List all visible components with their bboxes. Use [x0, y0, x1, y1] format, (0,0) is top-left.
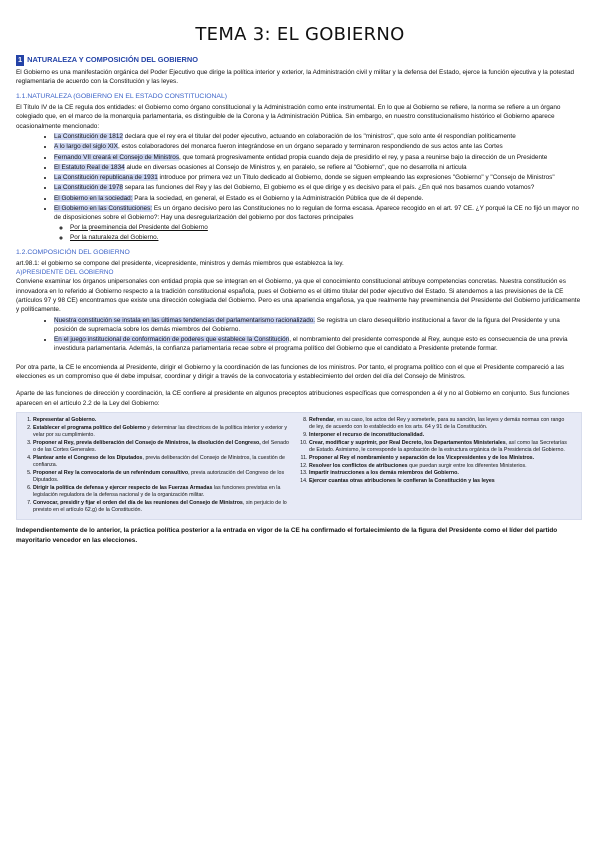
list-item: [54, 153, 582, 162]
highlight-text: El Gobierno en las Constituciones:: [54, 204, 153, 212]
document-body: [16, 55, 582, 545]
section-1-heading-text: NATURALEZA Y COMPOSICIÓN DEL GOBIERNO: [27, 55, 198, 64]
function-item: [309, 440, 567, 455]
item-text: Es un órgano decisivo pero las Constituciones no lo regulan de forma escasa. Aparece recogido en el art. 97 CE. ¿Y porqué la CE no fijó un mayor no de disposiciones sobre el Gobierno?: Hay una desregularización del gobierno por dos factores principales: [54, 204, 579, 222]
highlight-text: El Gobierno en la sociedad:: [54, 194, 133, 202]
article-98-text: art.98.1: el gobierno se compone del presidente, vicepresidente, ministros y demás miembros que establezca la ley.: [16, 259, 344, 267]
item-text: Se registra un claro desequilibrio institucional a favor de la figura del Presidente y una posición de supremacía sobre los demás miembros del Gobierno.: [54, 316, 560, 333]
function-item: [33, 485, 291, 500]
function-item: [33, 440, 291, 455]
function-bold: Crear, modificar y suprimir, por Real Decreto, los Departamentos Ministeriales: [309, 439, 506, 446]
list-item: [54, 132, 582, 141]
function-bold: Impartir instrucciones a los demás miembros del Gobierno.: [309, 470, 459, 477]
highlight-text: La Constitución republicana de 1931: [54, 174, 158, 182]
functions-list-left: [23, 417, 291, 515]
section-1-heading: [16, 55, 582, 66]
highlight-text: En el juego institucional de conformación de poderes que establece la Constitución: [54, 336, 290, 344]
function-item: [33, 417, 291, 424]
function-bold: Establecer el programa político del Gobierno: [33, 424, 147, 431]
highlight-text: A lo largo del siglo XIX: [54, 143, 118, 151]
function-text: las funciones previstas en la legislación reguladora de la defensa nacional y de la organización militar.: [33, 485, 281, 499]
list-item: [54, 163, 582, 172]
function-item: [33, 425, 291, 440]
list-item: [54, 204, 582, 242]
factors-sublist: [54, 223, 582, 243]
item-text: , estos colaboradores del monarca fueron integrándose en un órgano separado y terminaron respondiendo de sus actos ante las Cortes: [117, 143, 503, 151]
item-text: , el nombramiento del presidente corresponde al Rey, aunque esto es consecuencia de una previa investidura parlamentaria. Además, la confianza parlamentaria recae sobre el programa político del Gobierno que el candidato a Presidente pretende formar.: [54, 336, 568, 353]
function-item: [309, 470, 567, 477]
function-text: , en su caso, los actos del Rey y someterle, para su sanción, las leyes y demás normas con rango de ley, de acuerdo con lo establecido en los arts. 64 y 91 de la Constitución.: [309, 416, 565, 431]
history-list: [16, 132, 582, 242]
section-number-badge: 1: [18, 55, 23, 64]
function-item: [33, 470, 291, 485]
item-text: Para la sociedad, en general, el Estado es el Gobierno y la Administración Pública que de él depende.: [132, 194, 424, 202]
function-text: , así como las Secretarías de Estado. Asimismo, le corresponde la aprobación de la estructura orgánica de la Presidencia del Gobierno.: [309, 439, 567, 454]
list-item: [54, 316, 582, 335]
section-1-intro: El Gobierno es una manifestación orgánica del Poder Ejecutivo que dirige la política interior y exterior, la Administración civil y militar y la defensa del Estado, ejerce la función ejecutiva y la potestad reglamentaria de acuerdo con la Constitución y las leyes.: [16, 68, 575, 86]
section-1-2-heading: 1.2.COMPOSICIÓN DEL GOBIERNO: [16, 249, 130, 257]
function-bold: Refrendar: [309, 416, 335, 423]
closing-paragraph: Independientemente de lo anterior, la práctica política posterior a la entrada en vigor de la CE ha confirmado el fortalecimiento de la figura del Presidente como el líder del partido mayoritario vencedor en las elecciones.: [16, 527, 558, 544]
item-text: , que tomará progresivamente entidad propia cuando deja de presidirlo el rey, y pasa a reunirse bajo la dirección de un Presidente: [179, 153, 548, 161]
highlight-text: Nuestra constitución se instala en las últimas tendencias del parlamentarismo racionalizado.: [54, 316, 316, 324]
function-text: , previa autorización del Congreso de los Diputados.: [33, 469, 285, 484]
functions-intro: Aparte de las funciones de dirección y coordinación, la CE confiere al presidente en algunos preceptos atribuciones específicas que corresponden a él y no al Gobierno en conjunto. Sus funciones aparecen en el artículo 2.2 de la Ley del Gobierno:: [16, 390, 570, 407]
highlight-text: El Estatuto Real de 1834: [54, 163, 125, 171]
item-text: separa las funciones del Rey y las del Gobierno, El gobierno es el que dirige y es decisivo para el país. ¿En qué nos basamos cuando votamos?: [122, 184, 535, 192]
functions-box: [16, 412, 582, 520]
section-1-1-heading: 1.1.NATURALEZA (GOBIERNO EN EL ESTADO CONSTITUCIONAL): [16, 93, 227, 101]
highlight-text: La Constitución de 1978: [54, 184, 123, 192]
function-bold: Plantear ante el Congreso de los Diputados: [33, 454, 143, 461]
sublist-item: ◦ Por la preeminencia del Presidente del Gobierno: [70, 223, 582, 232]
functions-list-right: [299, 417, 567, 486]
function-item: [309, 455, 567, 462]
function-text: , sin perjuicio de lo previsto en el artículo 62.g) de la Constitución.: [33, 500, 287, 514]
item-text: declara que el rey era el titular del poder ejecutivo, actuando en colaboración de los "ministros", que solo ante él respondían políticamente: [122, 132, 516, 140]
function-item: [309, 432, 567, 439]
function-bold: Convocar, presidir y fijar el orden del día de las reuniones del Consejo de Ministros: [33, 500, 243, 507]
section-1-1-paragraph: El Título IV de la CE regula dos entidades: el Gobierno como órgano constitucional y la Administración como ente instrumental. En lo que al Gobierno se refiere, la norma se refiere a un órgano colegiado que, en el marco de la monarquía parlamentaria, es distinguible de la Corona y la Administración Pública. Sin embargo, en nuestro constitucionalismo histórico el Gobierno aparece ocasionalmente mencionado:: [16, 104, 561, 130]
president-subheading: A)PRESIDENTE DEL GOBIERNO: [16, 269, 114, 277]
function-bold: Dirigir la política de defensa y ejercer respecto de las Fuerzas Armadas: [33, 485, 213, 492]
item-text: alude en diversas ocasiones al Consejo de Ministros y, en paralelo, se refiere al "Gobierno", que no desarrolla ni articula: [124, 163, 467, 171]
item-text: introduce por primera vez un Título dedicado al Gobierno, donde se siguen empleando las expresiones "Gobierno" y "Consejo de Ministros": [157, 174, 555, 182]
list-item: [54, 194, 582, 203]
function-item: [309, 417, 567, 432]
function-item: [33, 455, 291, 470]
function-text: y determinar las directrices de la política interior y exterior y velar por su cumplimiento.: [33, 424, 288, 438]
coordination-paragraph: Por otra parte, la CE le encomienda al Presidente, dirigir el Gobierno y la coordinación de las funciones de los ministros. Por tanto, el programa político con el que el Presidente compareció a las elecciones es un compromiso que él debe impulsar, coordinar y dirigir a través de la convocatoria y establecimiento del orden del día del Consejo de Ministros.: [16, 363, 565, 381]
president-list: [16, 316, 582, 354]
function-bold: Interponer el recurso de inconstitucionalidad.: [309, 431, 425, 438]
function-bold: Representar al Gobierno.: [33, 416, 97, 423]
function-text: , previa deliberación del Consejo de Ministros, la cuestión de confianza.: [33, 454, 286, 469]
list-item: [54, 335, 582, 354]
function-bold: Proponer al Rey, previa deliberación del Consejo de Ministros, la disolución del Congreso,: [33, 439, 261, 446]
function-item: [309, 463, 567, 470]
function-bold: Ejercer cuantas otras atribuciones le confieran la Constitución y las leyes: [309, 478, 495, 485]
function-text: que puedan surgir entre los diferentes Ministerios.: [407, 462, 527, 469]
highlight-text: La Constitución de 1812: [54, 132, 123, 140]
functions-right-column: [299, 417, 575, 515]
page-title: TEMA 3: EL GOBIERNO: [195, 24, 405, 45]
function-item: [33, 500, 291, 515]
function-bold: Proponer al Rey el nombramiento y separación de los Vicepresidentes y de los Ministros.: [309, 454, 535, 461]
highlight-text: Fernando VII creará el Consejo de Ministros: [54, 153, 180, 161]
function-bold: Resolver los conflictos de atribuciones: [309, 462, 408, 469]
list-item: [54, 173, 582, 182]
list-item: [54, 142, 582, 151]
sublist-item: ◦ Por la naturaleza del Gobierno.: [70, 233, 582, 242]
function-text: del Senado o de las Cortes Generales.: [33, 439, 289, 454]
function-bold: Proponer al Rey la convocatoria de un referéndum consultivo: [33, 469, 189, 476]
function-item: [309, 478, 567, 485]
functions-left-column: [23, 417, 299, 515]
list-item: [54, 183, 582, 192]
president-paragraph: Conviene examinar los órganos unipersonales con entidad propia que se integran en el Gobierno, ya que el conocimiento constitucional atribuye competencias concretas. Nuestra constitución es innovadora en lo referido al Gobierno respecto a la tradición constitucional española, pues el Gobierno es el último titular del poder ejecutivo del Estado. Si atendemos a las previsiones de la CE (artículos 97 y 98 CE) encontramos que existe una dirección colegiada del Gobierno. Pero es una apariencia engañosa, ya que realmente hay preeminencia del Presidente del Gobierno jurídicamente y políticamente.: [16, 278, 581, 314]
